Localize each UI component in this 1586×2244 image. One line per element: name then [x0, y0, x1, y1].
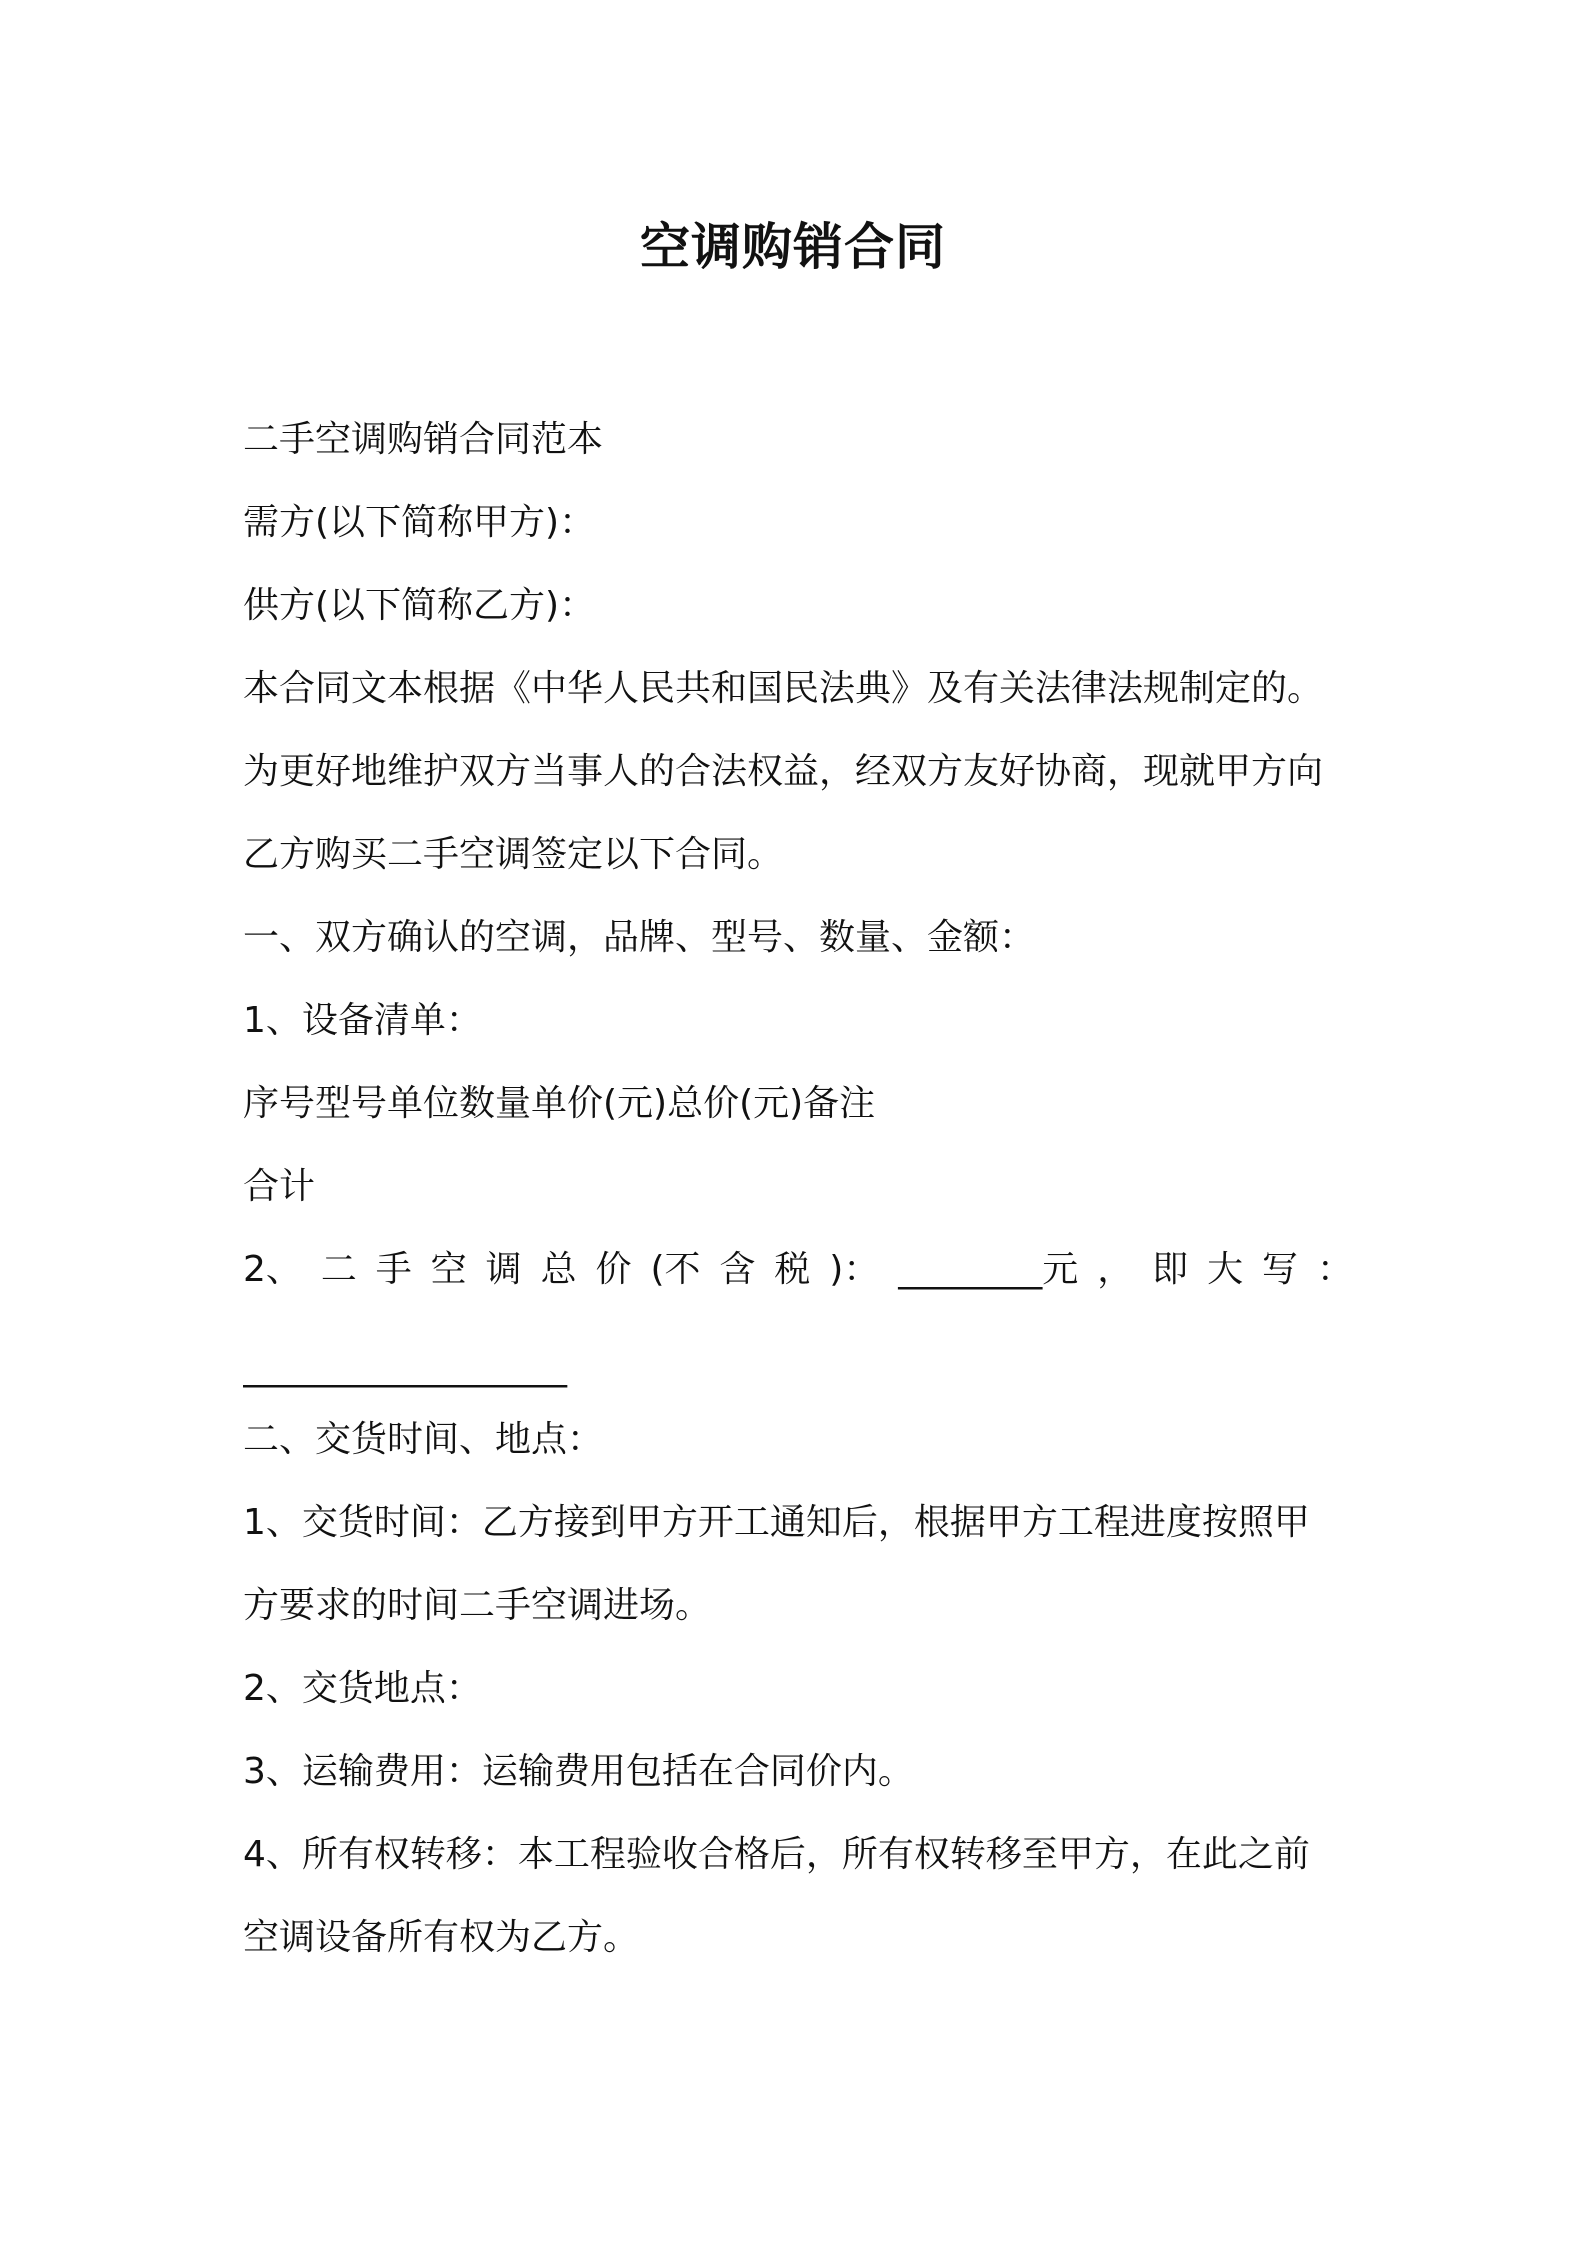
document-title: 空调购销合同 [640, 218, 946, 276]
total-price-part: 手 [375, 1249, 412, 1290]
clause-line: 1、交货时间：乙方接到甲方开工通知后，根据甲方工程进度按照甲 [243, 1502, 1310, 1543]
total-price-part: 调 [485, 1249, 522, 1290]
paragraph-line: 乙方购买二手空调签定以下合同。 [243, 834, 784, 875]
total-price-part: (不 [650, 1249, 701, 1290]
paragraph-line: 为更好地维护双方当事人的合法权益，经双方友好协商，现就甲方向 [243, 751, 1324, 792]
clause-line: 1、设备清单： [243, 1000, 482, 1041]
clause-line: 方要求的时间二手空调进场。 [243, 1585, 712, 1626]
total-price-amount-blank: ________元 [898, 1249, 1079, 1290]
total-price-part: 大 [1207, 1249, 1244, 1290]
total-row-line: 合计 [243, 1166, 316, 1207]
subtitle: 二手空调购销合同范本 [243, 419, 604, 460]
total-price-part: 总 [540, 1249, 577, 1290]
section-heading: 二、交货时间、地点： [243, 1419, 604, 1460]
buyer-line: 需方(以下简称甲方)： [243, 502, 596, 543]
total-price-part: 二 [320, 1249, 357, 1290]
total-price-part: 价 [595, 1249, 632, 1290]
total-price-uppercase-blank: __________________ [243, 1347, 567, 1388]
clause-line: 4、所有权转移：本工程验收合格后，所有权转移至甲方，在此之前 [243, 1834, 1310, 1875]
total-price-part: 写 [1262, 1249, 1299, 1290]
clause-line: 空调设备所有权为乙方。 [243, 1917, 640, 1958]
total-price-part: 税 [774, 1249, 811, 1290]
total-price-part: 空 [430, 1249, 467, 1290]
total-price-line [243, 1240, 1353, 1300]
table-header-line: 序号型号单位数量单价(元)总价(元)备注 [243, 1083, 876, 1124]
total-price-part: ， [1097, 1249, 1134, 1290]
total-price-part: 即 [1152, 1249, 1189, 1290]
total-price-part: )： [829, 1249, 880, 1290]
clause-line: 3、运输费用：运输费用包括在合同价内。 [243, 1751, 914, 1792]
section-heading: 一、双方确认的空调，品牌、型号、数量、金额： [243, 917, 1036, 958]
paragraph-line: 本合同文本根据《中华人民共和国民法典》及有关法律法规制定的。 [243, 668, 1324, 709]
total-price-part: 含 [719, 1249, 756, 1290]
total-price-part: 2、 [243, 1249, 302, 1290]
clause-line: 2、交货地点： [243, 1668, 482, 1709]
seller-line: 供方(以下简称乙方)： [243, 585, 596, 626]
total-price-part: ： [1316, 1249, 1353, 1290]
